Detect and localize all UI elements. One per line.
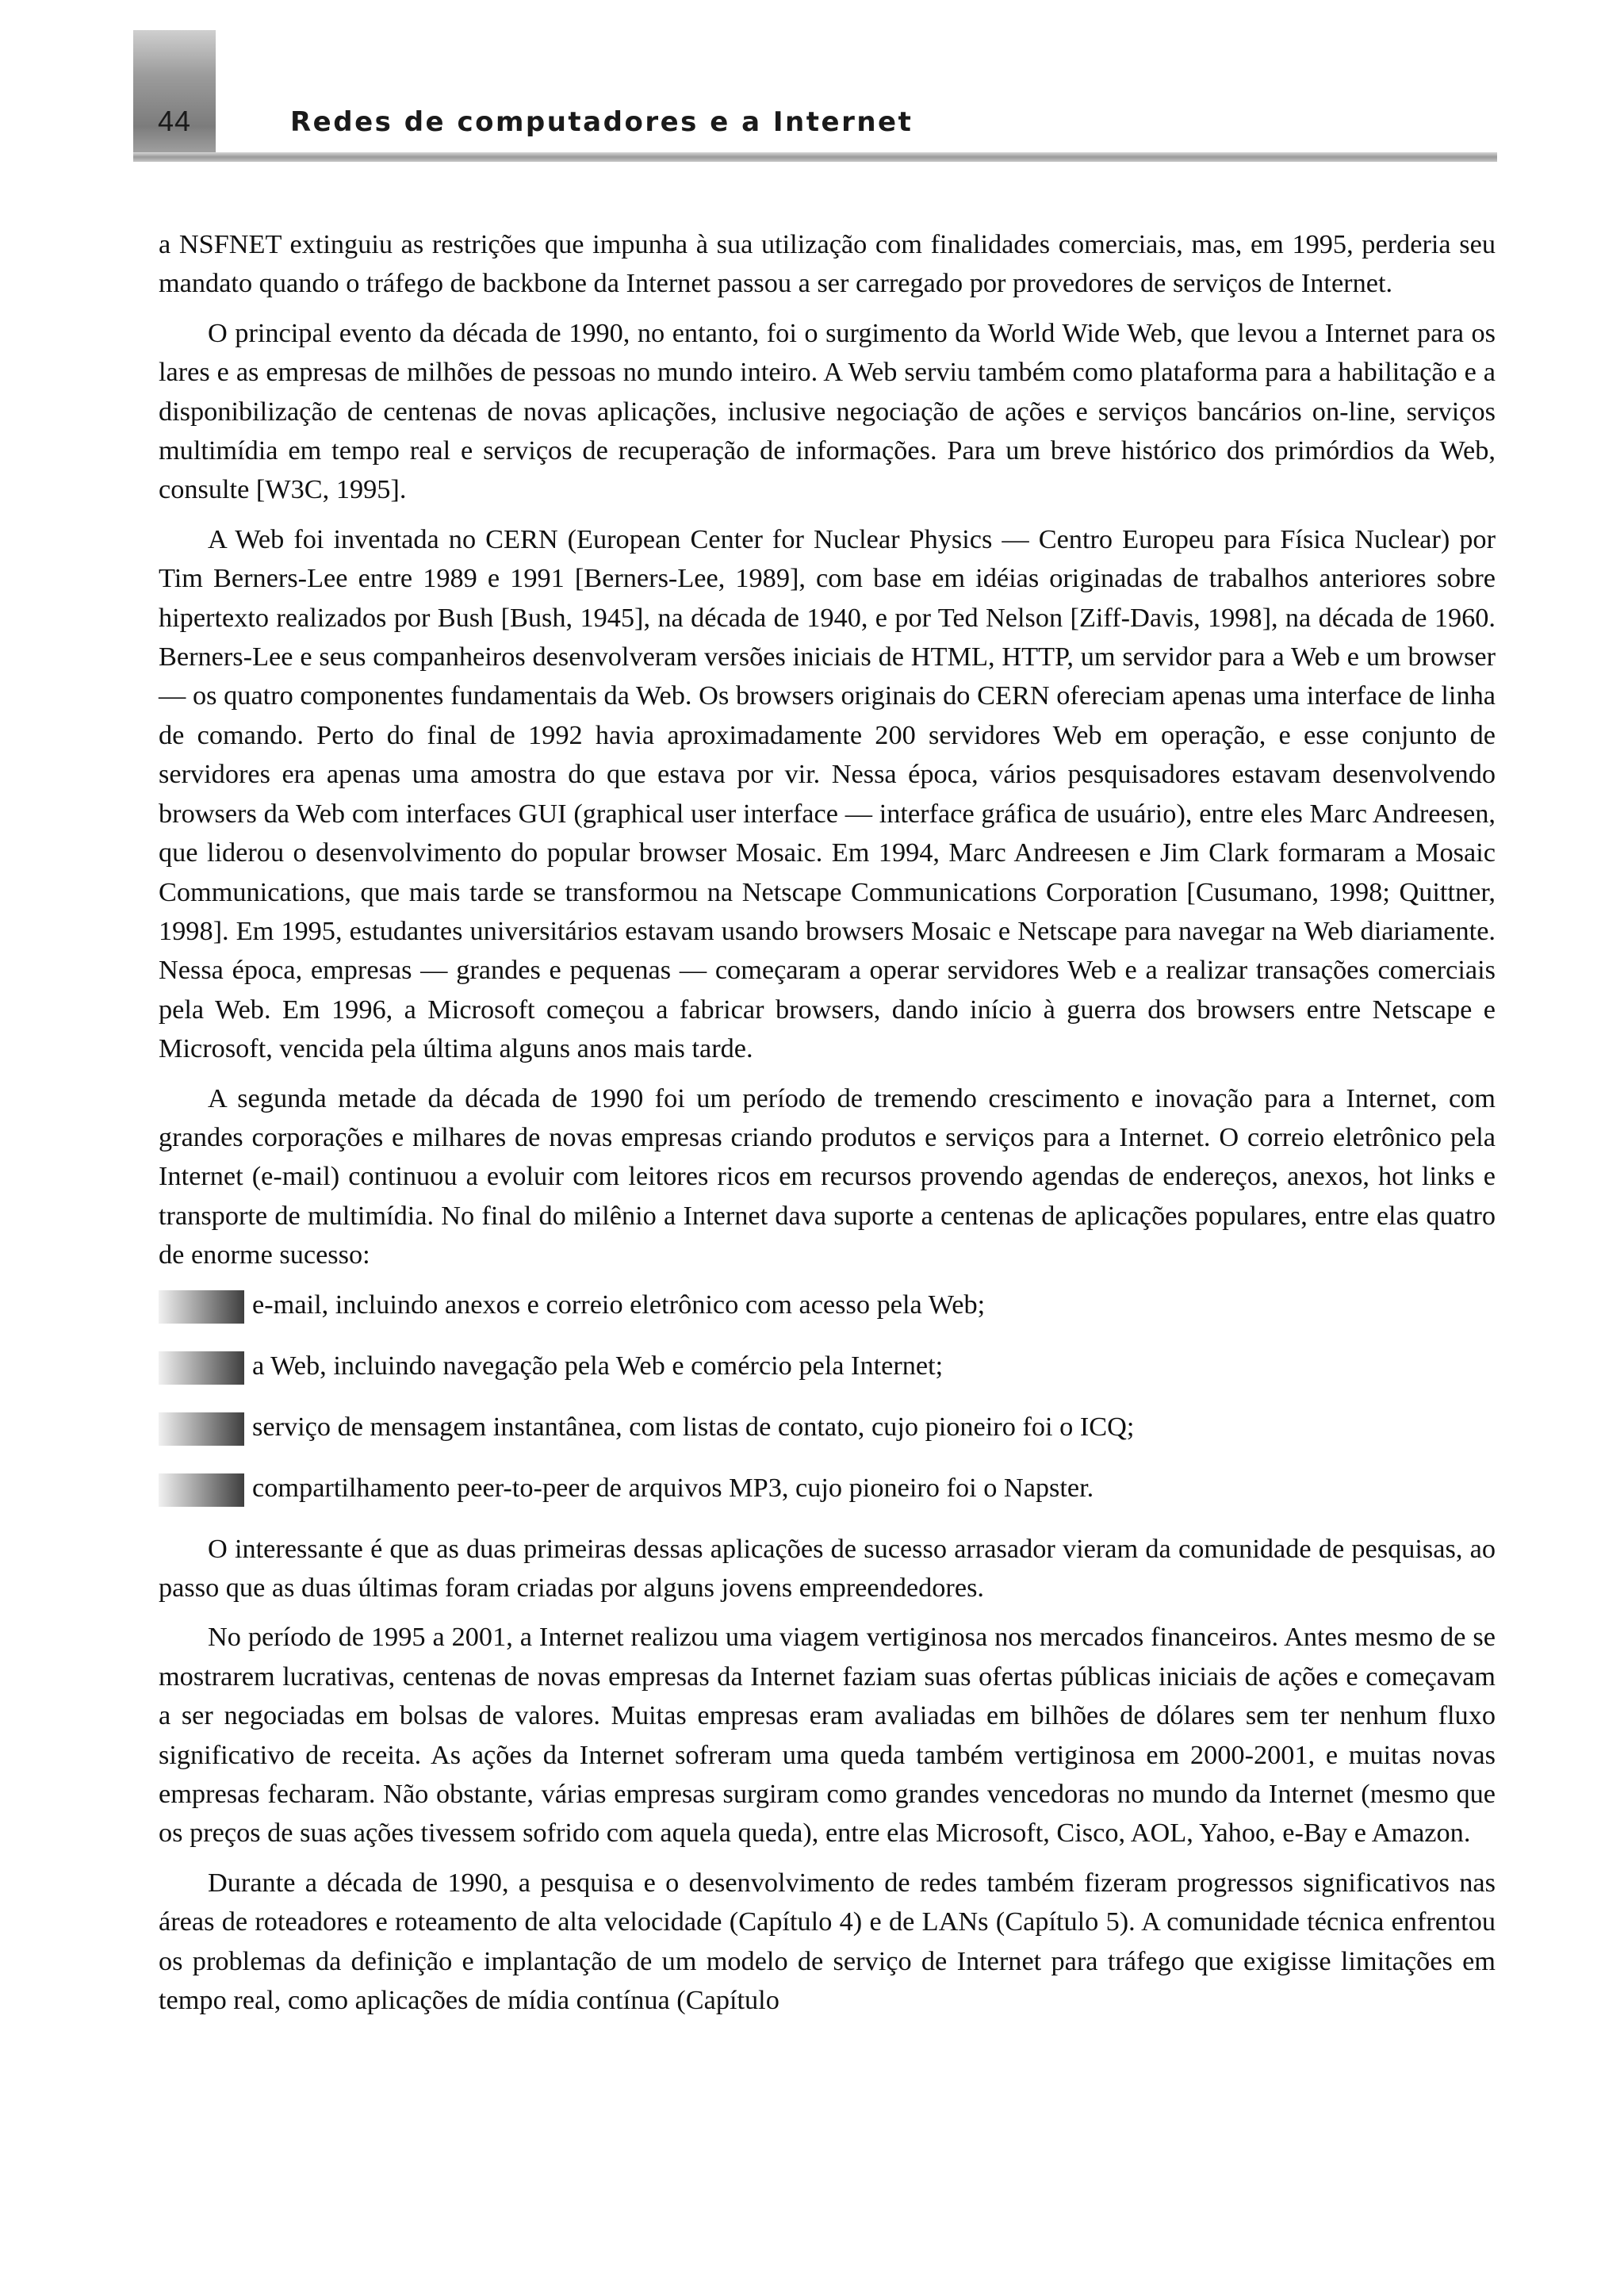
bullet-marker [159,1351,244,1385]
body-text [159,225,1496,2030]
bullet-marker [159,1290,244,1324]
paragraph-5: O interessante é que as duas primeiras dessas aplicações de sucesso arrasador vieram da comunidade de pesquisas, ao passo que as duas últimas foram criadas por alguns jovens empreendedores. [159,1533,1496,1603]
paragraph-6: No período de 1995 a 2001, a Internet realizou uma viagem vertiginosa nos mercados financeiros. Antes mesmo de se mostrarem lucrativas, centenas de novas empresas da Internet faziam suas ofertas públicas iniciais de ações e começavam a ser negociadas em bolsas de valores. Muitas empresas eram avaliadas em bilhões de dólares sem ter nenhum fluxo significativo de receita. As ações da Internet sofreram uma queda também vertiginosa em 2000-2001, e muitas novas empresas fecharam. Não obstante, várias empresas surgiram como grandes vencedoras no mundo da Internet (mesmo que os preços de suas ações tivessem sofrido com aquela queda), entre elas Microsoft, Cisco, AOL, Yahoo, e-Bay e Amazon. [159,1622,1496,1849]
list-item-text: serviço de mensagem instantânea, com listas de contato, cujo pioneiro foi o ICQ; [252,1411,1135,1442]
paragraph-7: Durante a década de 1990, a pesquisa e o desenvolvimento de redes também fizeram progressos significativos nas áreas de roteadores e roteamento de alta velocidade (Capítulo 4) e de LANs (Capítulo 5). A comunidade técnica enfrentou os problemas da definição e implantação de um modelo de serviço de Internet para tráfego que exigisse limitações em tempo real, como aplicações de mídia contínua (Capítulo [159,1867,1496,2016]
list-item-text: e-mail, incluindo anexos e correio eletrônico com acesso pela Web; [252,1289,986,1320]
list-item-text: compartilhamento peer-to-peer de arquivos MP3, cujo pioneiro foi o Napster. [252,1472,1094,1503]
list-item [159,1408,1496,1447]
paragraph-4: A segunda metade da década de 1990 foi um período de tremendo crescimento e inovação para a Internet, com grandes corporações e milhares de novas empresas criando produtos e serviços para a Internet. O correio eletrônico pela Internet (e-mail) continuou a evoluir com leitores ricos em recursos provendo agendas de endereços, anexos, hot links e transporte de multimídia. No final do milênio a Internet dava suporte a centenas de aplicações populares, entre elas quatro de enorme sucesso: [159,1083,1496,1270]
bullet-marker [159,1473,244,1507]
page-number-block [133,30,216,159]
bullet-marker [159,1412,244,1446]
paragraph-1: a NSFNET extinguiu as restrições que impunha à sua utilização com finalidades comerciais, mas, em 1995, perderia seu mandato quando o tráfego de backbone da Internet passou a ser carregado por provedores de serviços de Internet. [159,229,1496,299]
list-item [159,1469,1496,1508]
list-item [159,1286,1496,1324]
running-head: Redes de computadores e a Internet [290,106,914,138]
list-item [159,1347,1496,1385]
bullet-list [159,1286,1496,1508]
page-number: 44 [157,105,192,137]
paragraph-2: O principal evento da década de 1990, no entanto, foi o surgimento da World Wide Web, que levou a Internet para os lares e as empresas de milhões de pessoas no mundo inteiro. A Web serviu também como plataforma para a habilitação e a disponibilização de centenas de novas aplicações, inclusive negociação de ações e serviços bancários on-line, serviços multimídia em tempo real e serviços de recuperação de informações. Para um breve histórico dos primórdios da Web, consulte [W3C, 1995]. [159,317,1496,505]
header-rule [133,152,1497,162]
paragraph-3: A Web foi inventada no CERN (European Center for Nuclear Physics — Centro Europeu para Física Nuclear) por Tim Berners-Lee entre 1989 e 1991 [Berners-Lee, 1989], com base em idéias originadas de trabalhos anteriores sobre hipertexto realizados por Bush [Bush, 1945], na década de 1940, e por Ted Nelson [Ziff-Davis, 1998], na década de 1960. Berners-Lee e seus companheiros desenvolveram versões iniciais de HTML, HTTP, um servidor para a Web e um browser — os quatro componentes fundamentais da Web. Os browsers originais do CERN ofereciam apenas uma interface de linha de comando. Perto do final de 1992 havia aproximadamente 200 servidores Web em operação, e esse conjunto de servidores era apenas uma amostra do que estava por vir. Nessa época, vários pesquisadores estavam desenvolvendo browsers da Web com interfaces GUI (graphical user interface — interface gráfica de usuário), entre eles Marc Andreesen, que liderou o desenvolvimento do popular browser Mosaic. Em 1994, Marc Andreesen e Jim Clark formaram a Mosaic Communications, que mais tarde se transformou na Netscape Communications Corporation [Cusumano, 1998; Quittner, 1998]. Em 1995, estudantes universitários estavam usando browsers Mosaic e Netscape para navegar na Web diariamente. Nessa época, empresas — grandes e pequenas — começaram a operar servidores Web e a realizar transações comerciais pela Web. Em 1996, a Microsoft começou a fabricar browsers, dando início à guerra dos browsers entre Netscape e Microsoft, vencida pela última alguns anos mais tarde. [159,523,1496,1064]
list-item-text: a Web, incluindo navegação pela Web e comércio pela Internet; [252,1350,944,1381]
